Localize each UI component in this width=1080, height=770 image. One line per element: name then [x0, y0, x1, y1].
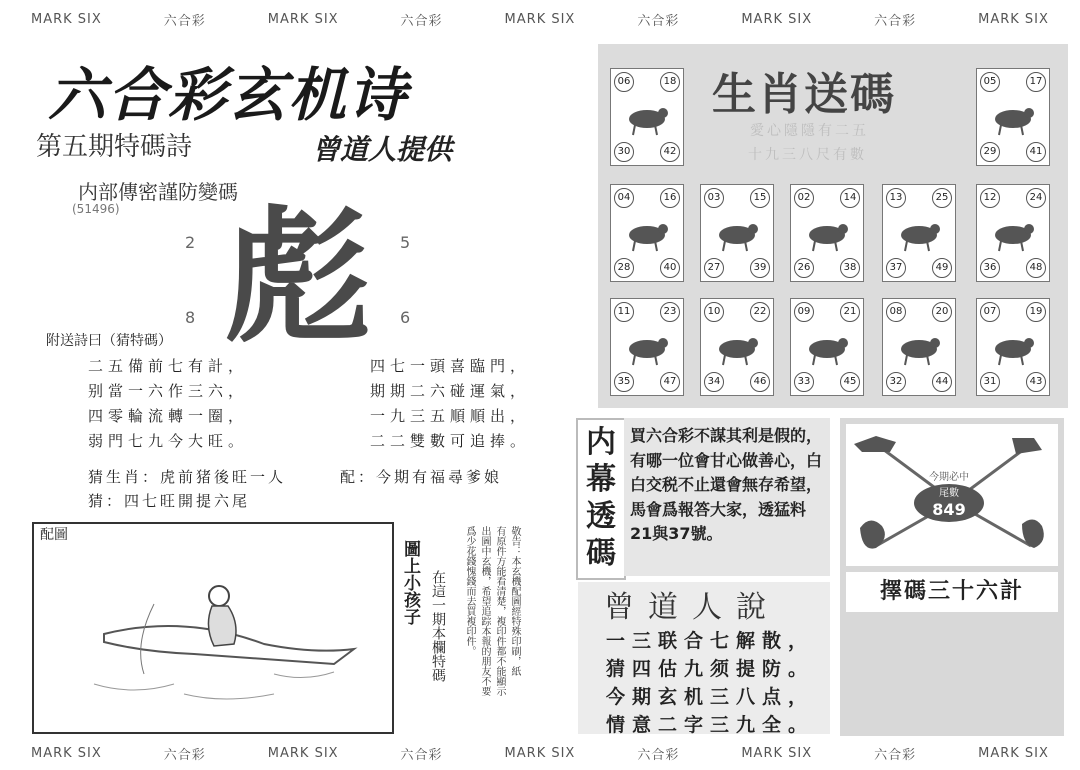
- zodiac-number: 18: [660, 72, 680, 92]
- zodiac-number: 39: [750, 258, 770, 278]
- zodiac-number: 32: [886, 372, 906, 392]
- zodiac-number: 41: [1026, 142, 1046, 162]
- zodiac-number: 30: [614, 142, 634, 162]
- zodiac-number: 36: [980, 258, 1000, 278]
- badge-arc-text: 今期必中: [929, 472, 969, 483]
- digit-top-right: 5: [400, 233, 411, 252]
- notice-line: 有原件方能看清楚，複印件都不能顯示: [494, 526, 505, 696]
- zodiac-number: 04: [614, 188, 634, 208]
- ox-icon: [987, 95, 1039, 139]
- fisher-boy-illustration: [34, 524, 388, 728]
- banner-item: MARK SIX: [978, 745, 1049, 761]
- zodiac-number: 34: [704, 372, 724, 392]
- picture-caption-b: 在這一期本欄特碼: [430, 570, 446, 682]
- horse-icon: [987, 211, 1039, 255]
- zodiac-card: [610, 298, 684, 396]
- snake-icon: [893, 211, 945, 255]
- poem-line: 弱門七九今大旺。: [88, 432, 249, 450]
- zodiac-card: [976, 68, 1050, 166]
- zodiac-number: 49: [932, 258, 952, 278]
- poem-line: 四零輪流轉一圈，: [88, 407, 249, 425]
- poem-heading: 附送詩曰（猜特碼）: [46, 333, 172, 349]
- zodiac-number: 43: [1026, 372, 1046, 392]
- digit-bottom-left: 8: [185, 308, 196, 327]
- poem-right-column: [370, 354, 530, 454]
- zodiac-number: 03: [704, 188, 724, 208]
- zodiac-number: 47: [660, 372, 680, 392]
- poem-left-column: [88, 354, 248, 454]
- zodiac-number: 27: [704, 258, 724, 278]
- zodiac-number: 38: [840, 258, 860, 278]
- notice-line: 爲少花錢愧錢而去買複印件。: [464, 526, 475, 656]
- poem-tail-hint: 猜：四七旺開提六尾: [88, 492, 251, 510]
- pig-icon: [987, 325, 1039, 369]
- daoren-line: 今期玄机三八点，: [606, 686, 815, 708]
- poem-line: 期期二六碰運氣，: [370, 382, 531, 400]
- zodiac-number: 10: [704, 302, 724, 322]
- banner-item: MARK SIX: [504, 11, 576, 27]
- daoren-line: 猜四估九须提防。: [606, 658, 815, 680]
- daoren-title: 曾道人說: [604, 590, 780, 625]
- zodiac-number: 12: [980, 188, 1000, 208]
- poem-match-hint: 配：今期有福尋爹娘: [340, 468, 503, 486]
- banner-item: 六合彩: [400, 747, 443, 763]
- zodiac-number: 13: [886, 188, 906, 208]
- zodiac-card: [610, 184, 684, 282]
- zodiac-card: [700, 184, 774, 282]
- poem-line: 一九三五順順出，: [370, 407, 531, 425]
- banner-item: 六合彩: [400, 13, 443, 29]
- zodiac-number: 20: [932, 302, 952, 322]
- dog-icon: [893, 325, 945, 369]
- banner-item: 六合彩: [874, 747, 917, 763]
- zodiac-number: 42: [660, 142, 680, 162]
- rooster-icon: [801, 325, 853, 369]
- mystery-character: 彪: [225, 193, 371, 363]
- picture-label: 配圖: [40, 527, 68, 543]
- daoren-line: 一三联合七解散，: [606, 630, 815, 652]
- zodiac-card: [882, 298, 956, 396]
- zodiac-number: 17: [1026, 72, 1046, 92]
- banner-item: 六合彩: [163, 13, 206, 29]
- zodiac-number: 22: [750, 302, 770, 322]
- zodiac-number: 15: [750, 188, 770, 208]
- daoren-line: 情意二字三九全。: [606, 714, 815, 736]
- digit-top-left: 2: [185, 233, 196, 252]
- bottom-banner: [0, 738, 1080, 768]
- zodiac-card: [610, 68, 684, 166]
- zodiac-number: 21: [840, 302, 860, 322]
- zodiac-number: 25: [932, 188, 952, 208]
- zodiac-title: 生肖送碼: [712, 69, 896, 120]
- badge-label: 尾數: [939, 488, 959, 499]
- banner-item: 六合彩: [874, 13, 917, 29]
- zodiac-card: [976, 184, 1050, 282]
- inside-info-text: 内幕透碼: [586, 425, 616, 571]
- digit-bottom-right: 6: [400, 308, 411, 327]
- issue-heading: 第五期特碼詩: [36, 132, 193, 162]
- zodiac-number: 37: [886, 258, 906, 278]
- zodiac-number: 05: [980, 72, 1000, 92]
- poem-line: 二五備前七有計，: [88, 357, 249, 375]
- banner-item: MARK SIX: [30, 745, 102, 761]
- zodiac-number: 45: [840, 372, 860, 392]
- zodiac-card: [976, 298, 1050, 396]
- zodiac-number: 26: [794, 258, 814, 278]
- zodiac-number: 23: [660, 302, 680, 322]
- zodiac-number: 14: [840, 188, 860, 208]
- poem-zodiac-hint: 猜生肖：虎前猪後旺一人: [88, 468, 287, 486]
- riddle-picture: [32, 522, 394, 734]
- goat-icon: [621, 325, 673, 369]
- dragon-icon: [801, 211, 853, 255]
- zodiac-card: [790, 184, 864, 282]
- banner-item: 六合彩: [163, 747, 206, 763]
- zodiac-number: 35: [614, 372, 634, 392]
- zodiac-number: 48: [1026, 258, 1046, 278]
- poem-line: 四七一頭喜臨門，: [370, 357, 531, 375]
- zodiac-number: 11: [614, 302, 634, 322]
- banner-item: MARK SIX: [267, 745, 339, 761]
- banner-item: MARK SIX: [978, 11, 1049, 27]
- zodiac-card: [790, 298, 864, 396]
- top-banner: [0, 4, 1080, 34]
- tail-number-badge: [914, 484, 984, 522]
- poem-line: 二二雙數可追捧。: [370, 432, 531, 450]
- zodiac-number: 19: [1026, 302, 1046, 322]
- zodiac-number: 09: [794, 302, 814, 322]
- zodiac-number: 33: [794, 372, 814, 392]
- inside-info-label: [576, 418, 626, 580]
- zodiac-number: 31: [980, 372, 1000, 392]
- zodiac-number: 29: [980, 142, 1000, 162]
- banner-item: MARK SIX: [30, 11, 102, 27]
- provider-label: 曾道人提供: [312, 133, 453, 166]
- zodiac-card: [882, 184, 956, 282]
- zodiac-number: 28: [614, 258, 634, 278]
- zodiac-number: 02: [794, 188, 814, 208]
- badge-value: 849: [932, 500, 966, 519]
- zodiac-hint-line: 愛心隱隱有二五: [750, 123, 869, 139]
- picture-caption-a: 圖上小孩子: [400, 540, 420, 625]
- monkey-icon: [711, 325, 763, 369]
- zodiac-number: 08: [886, 302, 906, 322]
- picture-notice: [462, 526, 522, 722]
- zodiac-number: 07: [980, 302, 1000, 322]
- zodiac-number: 16: [660, 188, 680, 208]
- poem-line: 别當一六作三六，: [88, 382, 249, 400]
- banner-item: 六合彩: [637, 13, 680, 29]
- zodiac-number: 24: [1026, 188, 1046, 208]
- zodiac-number: 40: [660, 258, 680, 278]
- zodiac-hint-line: 十九三八尺有數: [748, 147, 867, 163]
- zodiac-number: 06: [614, 72, 634, 92]
- zodiac-number: 46: [750, 372, 770, 392]
- banner-item: MARK SIX: [741, 11, 813, 27]
- tiger-icon: [621, 211, 673, 255]
- rat-icon: [621, 95, 673, 139]
- notice-line: 出圖中玄機，希望追踪本報的朋友不要: [479, 526, 490, 696]
- notice-line: 敬告：本玄機配圖經特殊印刷，紙: [509, 526, 520, 676]
- strategy-title: 擇碼三十六計: [846, 572, 1058, 612]
- zodiac-number: 44: [932, 372, 952, 392]
- banner-item: MARK SIX: [741, 745, 813, 761]
- rabbit-icon: [711, 211, 763, 255]
- banner-item: 六合彩: [637, 747, 680, 763]
- page-title: 六合彩玄机诗: [48, 61, 409, 129]
- inner-code-value: (51496): [72, 202, 120, 216]
- inner-code-label: 内部傳密謹防變碼: [78, 180, 238, 204]
- banner-item: MARK SIX: [267, 11, 339, 27]
- banner-item: MARK SIX: [504, 745, 576, 761]
- inside-info-text-block: 買六合彩不謀其利是假的，有哪一位會甘心做善心，白白交税不止還會無存希望，馬會爲報答大家，透猛料21與37號。: [624, 418, 830, 576]
- zodiac-card: [700, 298, 774, 396]
